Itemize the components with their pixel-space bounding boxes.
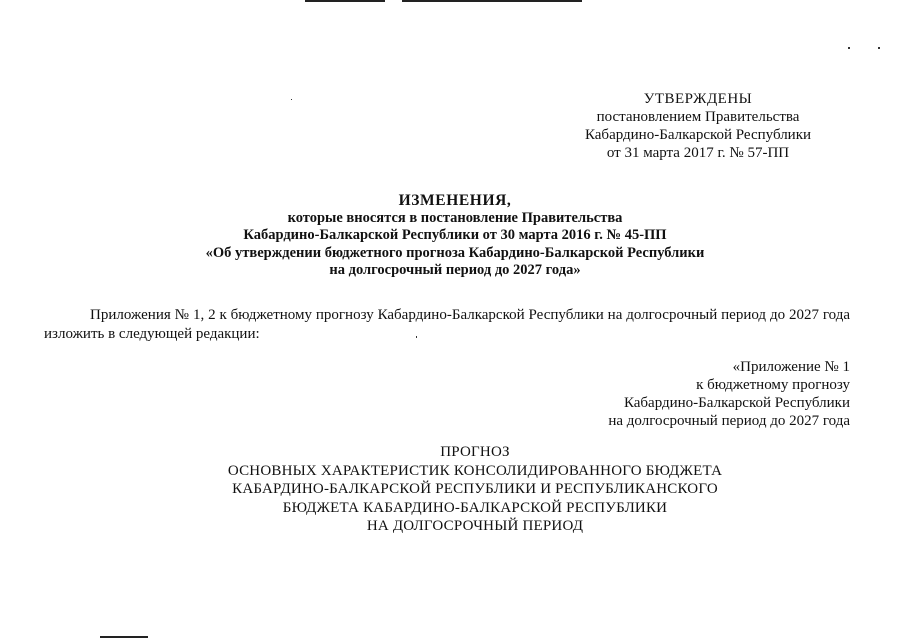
approval-line: от 31 марта 2017 г. № 57-ПП [606, 145, 790, 161]
title-line: «Об утверждении бюджетного прогноза Кабардино-Балкарской Республики [205, 244, 705, 261]
forecast-line: КАБАРДИНО-БАЛКАРСКОЙ РЕСПУБЛИКИ И РЕСПУБЛИКАНСКОГО [232, 481, 718, 497]
forecast-line: ПРОГНОЗ [440, 444, 510, 460]
scan-artifact-top-left [305, 0, 385, 2]
scan-speck [878, 47, 880, 49]
scan-artifact-top-right [402, 0, 582, 2]
appendix-block [530, 358, 850, 430]
title-line: которые вносятся в постановление Правительства [287, 209, 623, 226]
appendix-line: «Приложение № 1 [732, 359, 850, 375]
approval-line: постановлением Правительства [596, 109, 800, 125]
forecast-line: ОСНОВНЫХ ХАРАКТЕРИСТИК КОНСОЛИДИРОВАННОГО БЮДЖЕТА [227, 462, 723, 479]
approval-heading: УТВЕРЖДЕНЫ [643, 91, 753, 107]
title-line: на долгосрочный период до 2027 года» [329, 262, 581, 278]
forecast-heading [150, 443, 800, 536]
title-line: Кабардино-Балкарской Республики от 30 марта 2016 г. № 45-ПП [243, 227, 667, 243]
forecast-line: НА ДОЛГОСРОЧНЫЙ ПЕРИОД [366, 518, 584, 534]
document-title [150, 192, 760, 280]
scan-speck [291, 99, 292, 100]
scan-speck [848, 47, 850, 49]
approval-block [548, 90, 848, 162]
scan-artifact-bottom [100, 636, 148, 638]
appendix-line: к бюджетному прогнозу [696, 377, 850, 393]
forecast-line: БЮДЖЕТА КАБАРДИНО-БАЛКАРСКОЙ РЕСПУБЛИКИ [282, 499, 668, 516]
appendix-line: Кабардино-Балкарской Республики [623, 395, 850, 411]
title-main: ИЗМЕНЕНИЯ, [398, 192, 512, 209]
body-paragraph: Приложения № 1, 2 к бюджетному прогнозу Кабардино-Балкарской Республики на долгосрочный период до 2027 года изложить в следующей редакции: [44, 307, 850, 342]
approval-line: Кабардино-Балкарской Республики [584, 127, 812, 143]
appendix-line: на долгосрочный период до 2027 года [608, 413, 850, 429]
